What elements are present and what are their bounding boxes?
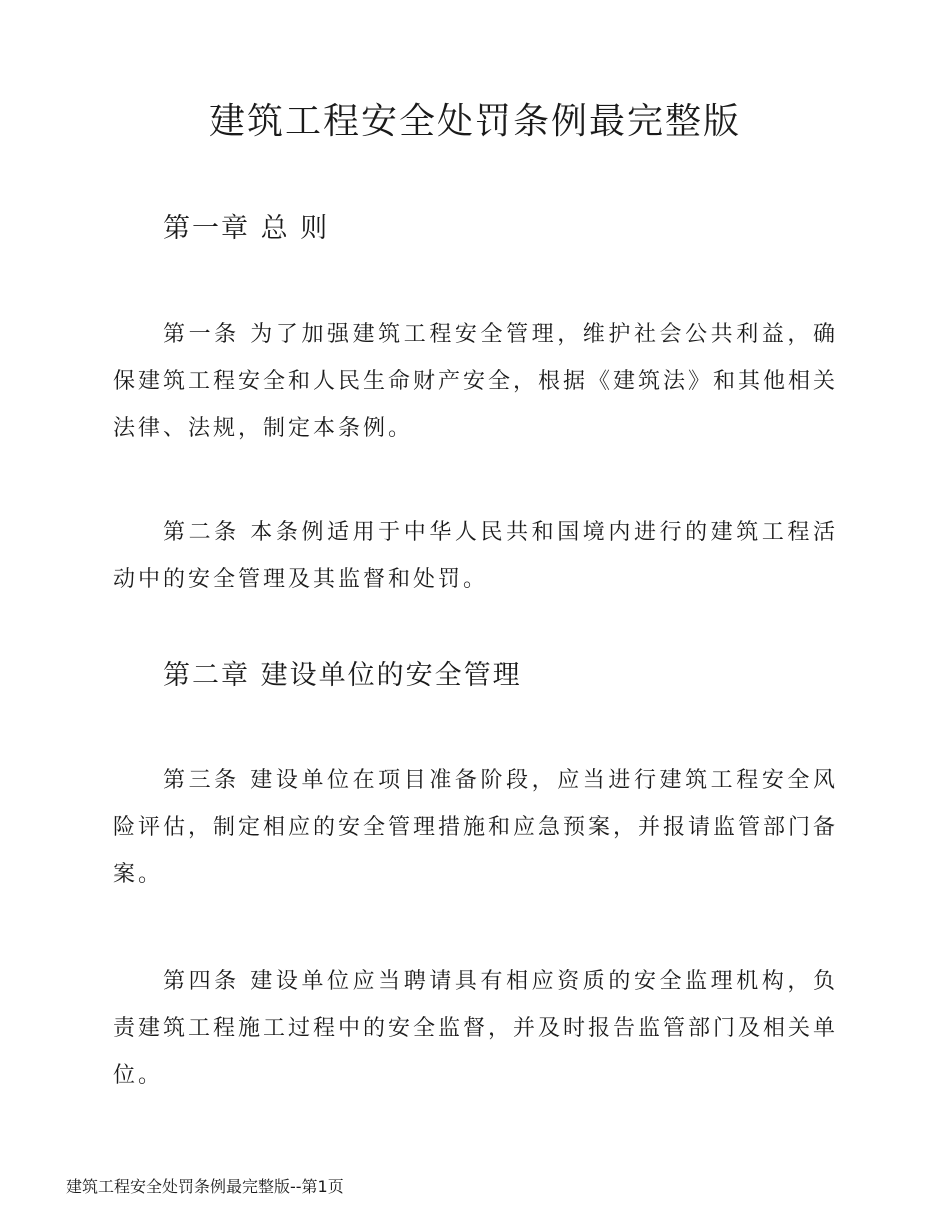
article-2: 第二条 本条例适用于中华人民共和国境内进行的建筑工程活动中的安全管理及其监督和处罚。 (113, 520, 838, 592)
article-3: 第三条 建设单位在项目准备阶段，应当进行建筑工程安全风险评估，制定相应的安全管理措施和应急预案，并报请监管部门备案。 (113, 768, 839, 887)
chapter-heading-2: 第二章 建设单位的安全管理 (163, 660, 522, 691)
page-footer: 建筑工程安全处罚条例最完整版--第1页 (66, 1177, 344, 1196)
chapter-heading-1: 第一章 总 则 (163, 213, 330, 244)
article-1: 第一条 为了加强建筑工程安全管理，维护社会公共利益，确保建筑工程安全和人民生命财产安全，根据《建筑法》和其他相关法律、法规，制定本条例。 (113, 322, 839, 441)
article-4: 第四条 建设单位应当聘请具有相应资质的安全监理机构，负责建筑工程施工过程中的安全监督，并及时报告监管部门及相关单位。 (113, 969, 839, 1088)
document-title: 建筑工程安全处罚条例最完整版 (208, 101, 741, 142)
